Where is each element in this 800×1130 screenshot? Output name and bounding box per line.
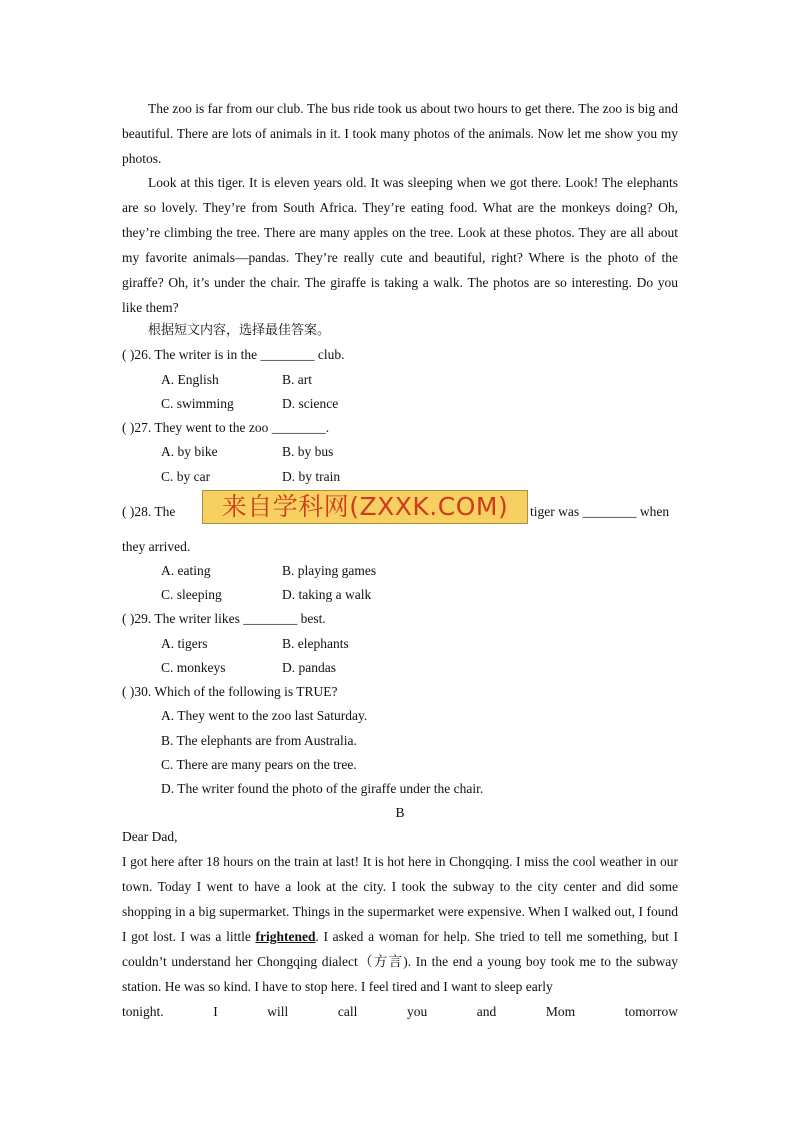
question-28-option-c: C. sleeping [161,587,222,602]
question-29-option-c: C. monkeys [161,660,226,675]
last-line-word: you [406,1004,428,1019]
question-28-stem-end: tiger was ________ when [530,504,670,519]
letter-greeting: Dear Dad, [122,829,178,844]
question-28-stem-continued: they arrived. [122,539,191,554]
question-28-option-a: A. eating [161,563,211,578]
letter-body [122,849,678,999]
last-line-word: will [267,1004,289,1019]
last-line-word: tomorrow [624,1004,678,1019]
question-30-option-d: D. The writer found the photo of the giraffe under the chair. [161,781,484,796]
passage-a-paragraph-2: Look at this tiger. It is eleven years old. It was sleeping when we got there. Look! The elephants are so lovely. They’re from South Africa. They’re eating food. What are the monkeys doing? Oh, they’re climbing the tree. There are many apples on the tree. Look at these photos. They are all about my favorite animals—pandas. They’re really cute and beautiful, right? Where is the photo of the giraffe? Oh, it’s under the chair. The giraffe is taking a walk. The photos are so interesting. Do you like them? [122,175,678,315]
question-27-option-d: D. by train [282,469,341,484]
question-26-option-d: D. science [282,396,339,411]
frightened-word: frightened [255,929,316,944]
question-26-option-a: A. English [161,372,219,387]
question-26-option-b: B. art [282,372,312,387]
question-27-option-a: A. by bike [161,444,218,459]
question-26-option-c: C. swimming [161,396,234,411]
instruction-text: 根据短文内容，选择最佳答案。 [148,323,331,338]
section-b-heading: B [395,805,405,820]
letter-body-before: I got here after 18 hours on the train at last! It is hot here in Chongqing. I miss the cool weather in our town. Today I went to have a look at the city. I took the subway to the city center and did some shopping in a big supermarket. Things in the supermarket were expensive. When I walked out, I found I got lost. I was a little [122,854,678,944]
last-line-word: and [476,1004,497,1019]
question-28-option-b: B. playing games [282,563,377,578]
last-line-word: I [213,1004,218,1019]
letter-last-line [122,1002,678,1022]
question-28-stem-start: ( )28. The [122,504,176,519]
last-line-word: call [337,1004,358,1019]
question-30-stem: ( )30. Which of the following is TRUE? [122,684,338,699]
question-27-option-b: B. by bus [282,444,334,459]
question-30-option-a: A. They went to the zoo last Saturday. [161,708,368,723]
question-29-stem: ( )29. The writer likes ________ best. [122,611,326,626]
question-30-option-b: B. The elephants are from Australia. [161,733,357,748]
last-line-word: tonight. [122,1004,164,1019]
last-line-word: Mom [545,1004,576,1019]
question-27-option-c: C. by car [161,469,211,484]
letter-body-after: . I asked a woman for help. She tried to tell me something, but I couldn’t understand her Chongqing dialect（方言). In the end a young boy took me to the subway station. He was so kind. I have to stop here. I feel tired and I want to sleep early [122,929,679,994]
passage-a-paragraph-1: The zoo is far from our club. The bus ride took us about two hours to get there. The zoo is big and beautiful. There are lots of animals in it. I took many photos of the animals. Now let me show you my photos. [122,101,678,166]
watermark-stamp: 来自学科网(ZXXK.COM) [202,490,528,524]
question-28-option-d: D. taking a walk [282,587,372,602]
question-26-stem: ( )26. The writer is in the ________ club. [122,347,345,362]
question-27-stem: ( )27. They went to the zoo ________. [122,420,330,435]
question-29-option-b: B. elephants [282,636,349,651]
question-29-option-a: A. tigers [161,636,208,651]
question-29-option-d: D. pandas [282,660,336,675]
question-30-option-c: C. There are many pears on the tree. [161,757,357,772]
